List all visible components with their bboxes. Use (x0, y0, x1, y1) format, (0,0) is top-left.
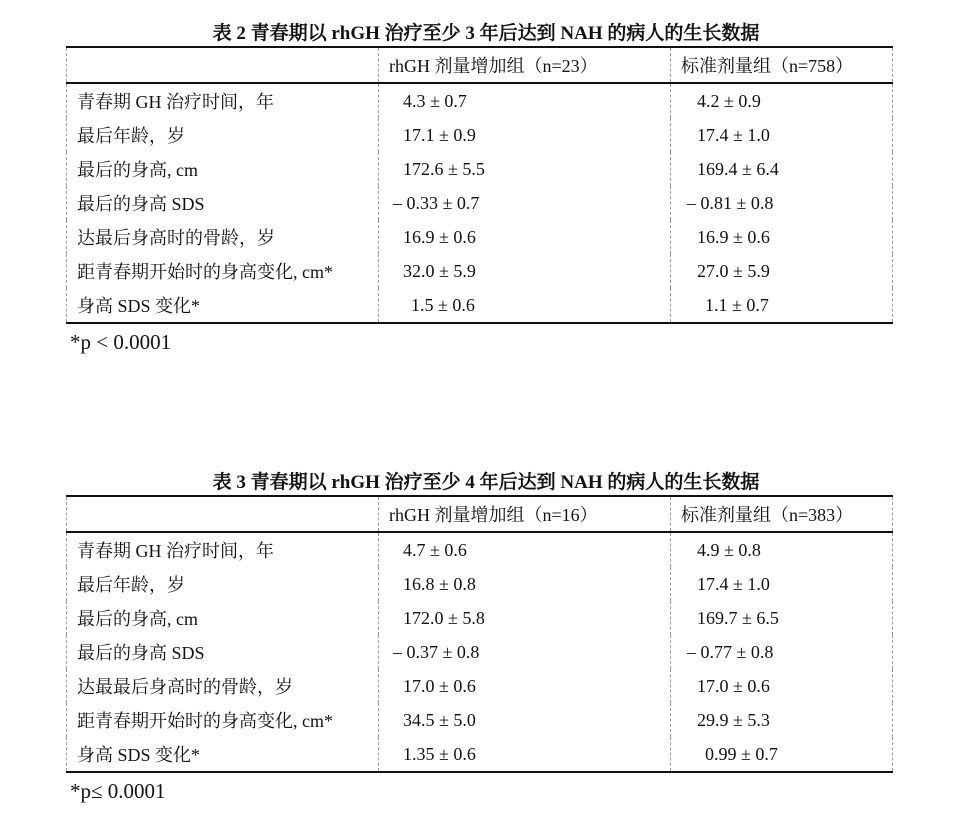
row-label: 最后的身高 SDS (77, 643, 205, 663)
standard-dose-value: 4.2 ± 0.9 (671, 83, 893, 118)
row-label: 距青春期开始时的身高变化, cm* (77, 262, 333, 282)
table-header-row (67, 496, 893, 532)
increased-dose-value: 34.5 ± 5.0 (379, 703, 671, 737)
increased-dose-value: 1.35 ± 0.6 (379, 737, 671, 772)
standard-dose-value: 17.0 ± 0.6 (671, 669, 893, 703)
header-increased-dose-group: rhGH 剂量增加组（n=23） (379, 47, 671, 83)
standard-dose-value: 1.1 ± 0.7 (671, 288, 893, 323)
row-label: 青春期 GH 治疗时间，年 (77, 92, 274, 112)
increased-dose-value: 4.7 ± 0.6 (379, 532, 671, 567)
table-row (67, 118, 893, 152)
standard-dose-value: – 0.77 ± 0.8 (671, 635, 893, 669)
row-label: 最后年龄，岁 (77, 575, 185, 595)
header-standard-dose-group: 标准剂量组（n=758） (671, 47, 893, 83)
increased-dose-value: 16.8 ± 0.8 (379, 567, 671, 601)
table-2-footnote: *p < 0.0001 (70, 330, 172, 354)
increased-dose-value: 172.6 ± 5.5 (379, 152, 671, 186)
table-3 (66, 495, 893, 773)
table-2-block (66, 22, 892, 356)
table-2 (66, 46, 893, 324)
table-row (67, 737, 893, 772)
table-row (67, 532, 893, 567)
row-label: 达最后身高时的骨龄，岁 (77, 228, 275, 248)
row-label: 最后年龄，岁 (77, 126, 185, 146)
increased-dose-value: 4.3 ± 0.7 (379, 83, 671, 118)
row-label: 最后的身高, cm (77, 160, 198, 180)
table-3-footnote: *p≤ 0.0001 (70, 779, 166, 803)
table-row (67, 152, 893, 186)
table-row (67, 83, 893, 118)
table-3-block (66, 471, 892, 805)
increased-dose-value: 17.0 ± 0.6 (379, 669, 671, 703)
standard-dose-value: 4.9 ± 0.8 (671, 532, 893, 567)
table-row (67, 567, 893, 601)
standard-dose-value: 169.7 ± 6.5 (671, 601, 893, 635)
table-row (67, 186, 893, 220)
standard-dose-value: 17.4 ± 1.0 (671, 118, 893, 152)
increased-dose-value: 17.1 ± 0.9 (379, 118, 671, 152)
standard-dose-value: – 0.81 ± 0.8 (671, 186, 893, 220)
increased-dose-value: 16.9 ± 0.6 (379, 220, 671, 254)
row-label: 身高 SDS 变化* (77, 745, 201, 765)
table-2-title: 表 2 青春期以 rhGH 治疗至少 3 年后达到 NAH 的病人的生长数据 (212, 23, 760, 44)
row-label: 距青春期开始时的身高变化, cm* (77, 711, 333, 731)
standard-dose-value: 169.4 ± 6.4 (671, 152, 893, 186)
increased-dose-value: – 0.33 ± 0.7 (379, 186, 671, 220)
standard-dose-value: 29.9 ± 5.3 (671, 703, 893, 737)
row-label: 青春期 GH 治疗时间，年 (77, 541, 274, 561)
standard-dose-value: 16.9 ± 0.6 (671, 220, 893, 254)
table-row (67, 703, 893, 737)
table-row (67, 288, 893, 323)
table-row (67, 601, 893, 635)
increased-dose-value: 172.0 ± 5.8 (379, 601, 671, 635)
increased-dose-value: 32.0 ± 5.9 (379, 254, 671, 288)
row-label: 最后的身高, cm (77, 609, 198, 629)
table-row (67, 254, 893, 288)
table-row (67, 669, 893, 703)
row-label: 最后的身高 SDS (77, 194, 205, 214)
table-row (67, 635, 893, 669)
header-standard-dose-group: 标准剂量组（n=383） (671, 496, 893, 532)
header-label-cell (67, 496, 379, 532)
row-label: 达最最后身高时的骨龄，岁 (77, 677, 293, 697)
table-header-row (67, 47, 893, 83)
standard-dose-value: 17.4 ± 1.0 (671, 567, 893, 601)
row-label: 身高 SDS 变化* (77, 296, 201, 316)
standard-dose-value: 27.0 ± 5.9 (671, 254, 893, 288)
increased-dose-value: – 0.37 ± 0.8 (379, 635, 671, 669)
standard-dose-value: 0.99 ± 0.7 (671, 737, 893, 772)
increased-dose-value: 1.5 ± 0.6 (379, 288, 671, 323)
header-increased-dose-group: rhGH 剂量增加组（n=16） (379, 496, 671, 532)
table-3-title: 表 3 青春期以 rhGH 治疗至少 4 年后达到 NAH 的病人的生长数据 (212, 472, 760, 493)
table-row (67, 220, 893, 254)
header-label-cell (67, 47, 379, 83)
